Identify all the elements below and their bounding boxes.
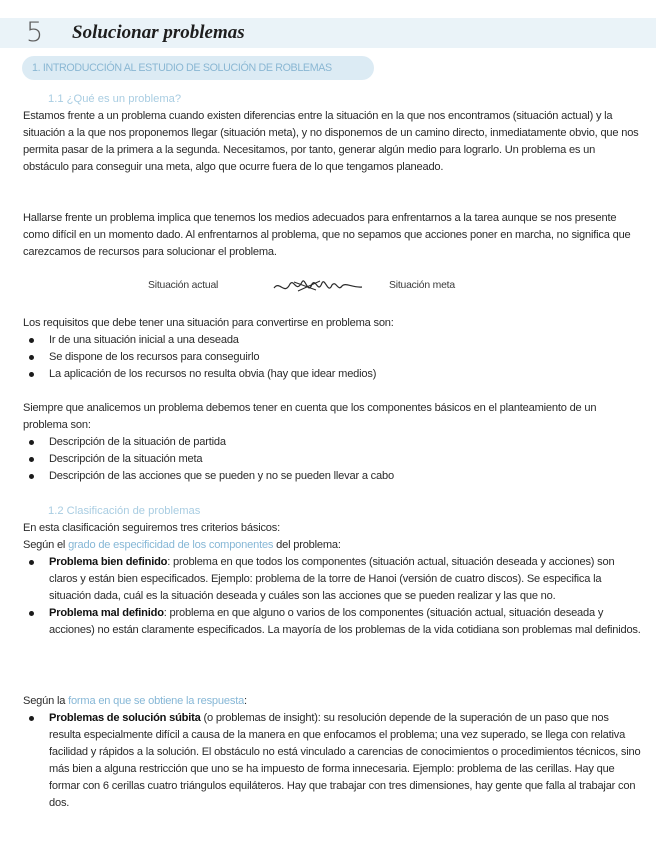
- list-item: [23, 710, 643, 811]
- requirements-list: [23, 332, 643, 383]
- term: Problemas de solución súbita: [49, 712, 201, 724]
- criterion-accent: grado de especificidad de los componentes: [68, 539, 274, 551]
- list-item: Descripción de la situación de partida: [23, 434, 643, 451]
- criterion-suffix: :: [244, 695, 247, 707]
- list-item: [23, 554, 643, 605]
- scribble-arrow-icon: [272, 276, 368, 298]
- subsection-heading-1: 1.1 ¿Qué es un problema?: [48, 93, 182, 105]
- paragraph-requirements-intro: Los requisitos que debe tener una situación para convertirse en problema son:: [23, 317, 394, 329]
- diagram-label-meta: Situación meta: [389, 280, 455, 291]
- response-list: [23, 710, 643, 811]
- criterion-accent: forma en que se obtiene la respuesta: [68, 695, 245, 707]
- diagram-label-actual: Situación actual: [148, 280, 219, 291]
- list-item: Descripción de las acciones que se pueden y no se pueden llevar a cabo: [23, 468, 643, 485]
- paragraph-means: Hallarse frente un problema implica que tenemos los medios adecuados para enfrentarnos a la tarea aunque se nos presente como difícil en un momento dado. Al enfrentarnos al problema, que no sepamos que acciones poner en marcha, no significa que carezcamos de recursos para solucionar el problema.: [23, 212, 631, 258]
- criterion-response: [23, 693, 643, 710]
- chapter-title: Solucionar problemas: [72, 22, 245, 43]
- list-item: Descripción de la situación meta: [23, 451, 643, 468]
- list-item: La aplicación de los recursos no resulta obvia (hay que idear medios): [23, 366, 643, 383]
- list-item: Se dispone de los recursos para conseguirlo: [23, 349, 643, 366]
- subsection-heading-2: 1.2 Clasificación de problemas: [48, 505, 201, 517]
- situation-diagram: [0, 276, 656, 298]
- chapter-header: [0, 18, 656, 48]
- specificity-list: [23, 554, 643, 639]
- criterion-specificity: [23, 537, 643, 554]
- paragraph-components-intro: Siempre que analicemos un problema debemos tener en cuenta que los componentes básicos en el planteamiento de un problema son:: [23, 402, 597, 431]
- term-description: : problema en que alguno o varios de los componentes (situación actual, situación deseada y acciones) no están claramente especificados. La mayoría de los problemas de la vida cotidiana son problemas mal definidos.: [49, 606, 641, 636]
- paragraph-classification-intro: En esta clasificación seguiremos tres criterios básicos:: [23, 522, 281, 534]
- list-item: Ir de una situación inicial a una deseada: [23, 332, 643, 349]
- section-heading-label: 1. INTRODUCCIÓN AL ESTUDIO DE SOLUCIÓN DE ROBLEMAS: [32, 62, 332, 74]
- components-list: [23, 434, 643, 485]
- criterion-prefix: Según el: [23, 539, 69, 551]
- term-description: : problema en que todos los componentes (situación actual, situación deseada y acciones) son claros y están bien especificados. Ejemplo: problema de la torre de Hanoi (versión de cuatro discos). Se especifica la situación dada, cuál es la situación deseada y cuáles son las acciones que se pueden realizar y las que no.: [49, 556, 615, 602]
- paragraph-definition: Estamos frente a un problema cuando existen diferencias entre la situación en la que nos encontramos (situación actual) y la situación a la que nos proponemos llegar (situación meta), y no disponemos de un camino directo, inmediatamente obvio, que nos permita pasar de la primera a la segunda. Necesitamos, por tanto, generar algún medio para lograrlo. Un problema es un obstáculo para conseguir una meta, algo que ocurre fuera de lo que tengamos planeado.: [23, 110, 639, 173]
- term-description: (o problemas de insight): su resolución depende de la superación de un paso que nos resulta especialmente difícil a causa de la manera en que enfocamos el problema; una vez superado, se llega con relativa facilidad y rápidos a la solución. El obstáculo no está vinculado a carencias de conocimientos o procedimientos técnicos, sino más bien a alguna restricción que uno se ha impuesto de forma innecesaria. Ejemplo: problema de las cerillas. Hay que formar con 6 cerillas cuatro triángulos equiláteros. Hay que trabajar con tres dimensiones, hay gente que falla al trabajar con dos.: [49, 712, 641, 809]
- section-heading: [22, 56, 374, 80]
- list-item: [23, 605, 643, 639]
- criterion-prefix: Según la: [23, 695, 69, 707]
- criterion-suffix: del problema:: [273, 539, 341, 551]
- term: Problema bien definido: [49, 556, 168, 568]
- chapter-number: 5: [26, 17, 44, 48]
- term: Problema mal definido: [49, 606, 164, 619]
